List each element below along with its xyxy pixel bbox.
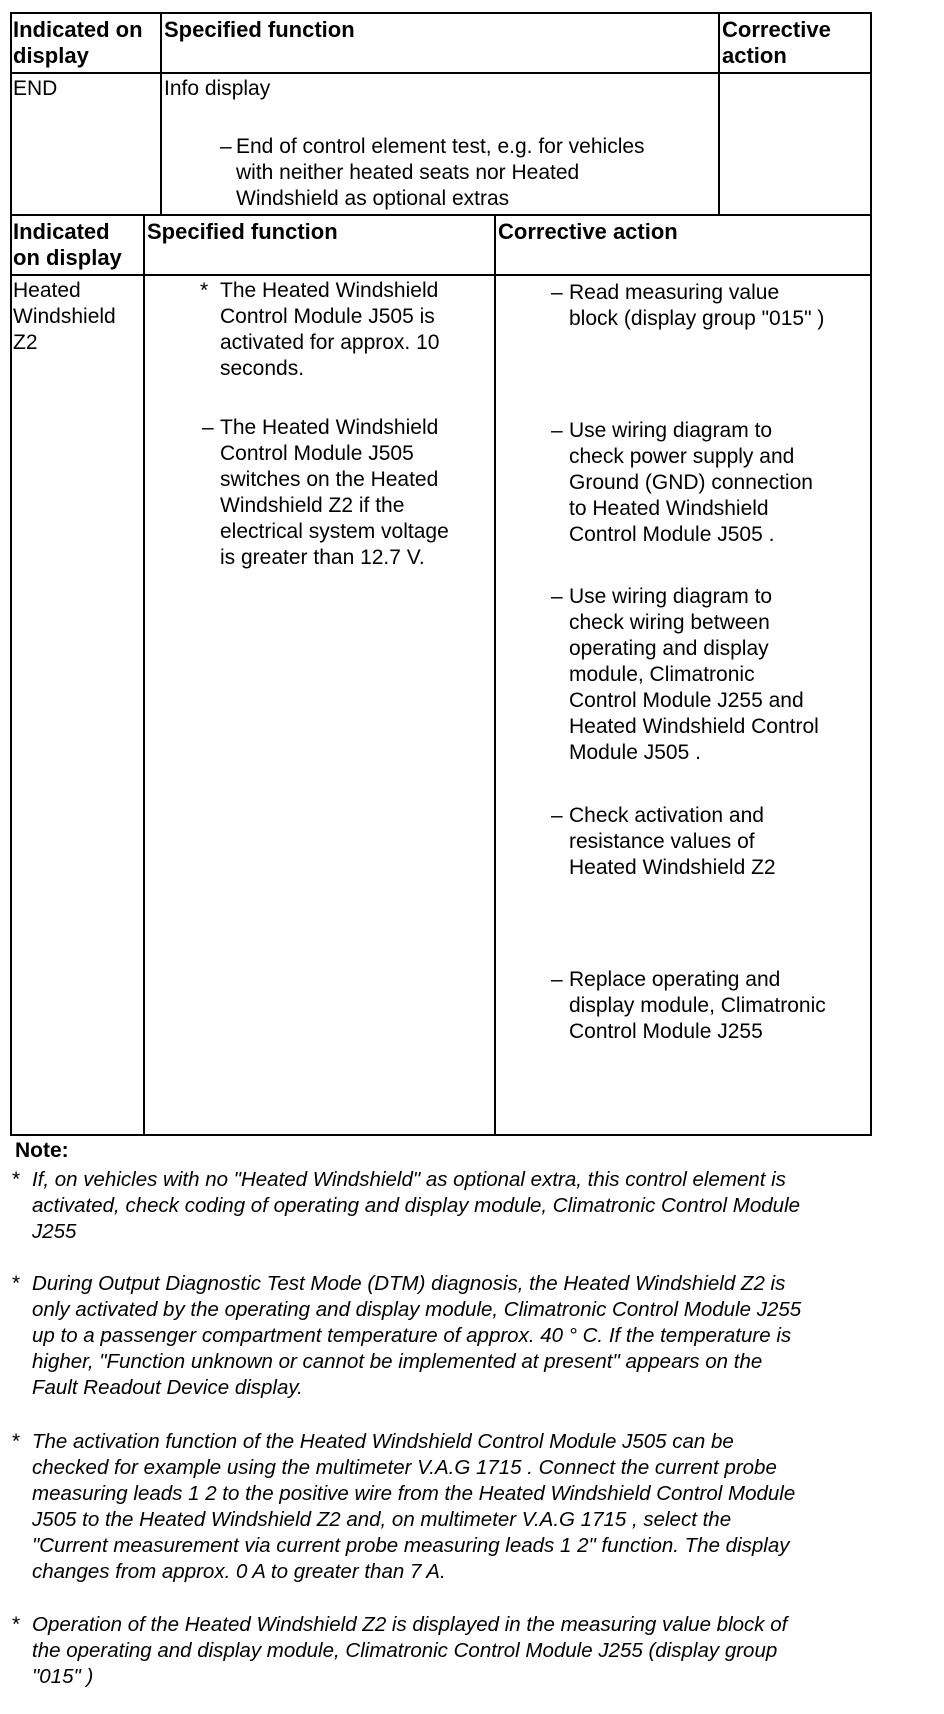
action-read-measuring-block: Read measuring value block (display group "015" ) (569, 281, 825, 330)
dash-bullet-icon: – (551, 585, 563, 608)
table1-col-divider-2 (718, 12, 720, 215)
table2-col-divider-1 (143, 214, 145, 1136)
table2-header-function: Specified function (147, 219, 338, 244)
table2-header-indicated: Indicated on display (13, 219, 122, 270)
action-replace-module: Replace operating and display module, Climatronic Control Module J255 (569, 968, 826, 1043)
action-check-wiring: Use wiring diagram to check wiring between operating and display module, Climatronic Control Module J255 and Heated Windshield Control Module J505 . (569, 585, 819, 764)
asterisk-bullet-icon: * (12, 1430, 21, 1453)
dash-bullet-icon: – (551, 419, 563, 442)
asterisk-bullet-icon: * (12, 1272, 21, 1295)
note-item-dtm: During Output Diagnostic Test Mode (DTM) diagnosis, the Heated Windshield Z2 is only activated by the operating and display module, Climatronic Control Module J255 up to a passenger compartment temperature of approx. 40 ° C. If the temperature is higher, "Function unknown or cannot be implemented at present" appears on the Fault Readout Device display. (32, 1272, 802, 1399)
table2-border-left (10, 214, 12, 1136)
dash-bullet-icon: – (551, 281, 563, 304)
table2-header-divider (10, 274, 872, 276)
table1-header-divider (10, 72, 872, 74)
asterisk-bullet-icon: * (12, 1613, 21, 1636)
table1-cell-function-item: End of control element test, e.g. for vehicles with neither heated seats nor Heated Windshield as optional extras (236, 135, 645, 210)
table2-border-bottom (10, 1134, 872, 1136)
note-title: Note: (15, 1139, 69, 1162)
dash-bullet-icon: – (551, 968, 563, 991)
dash-bullet-icon: – (551, 804, 563, 827)
table2-header-corrective: Corrective action (498, 219, 678, 244)
table2-border-right (870, 214, 872, 1136)
note-item-coding: If, on vehicles with no "Heated Windshield" as optional extra, this control element is activated, check coding of operating and display module, Climatronic Control Module J255 (32, 1168, 801, 1243)
note-item-measuring-block: Operation of the Heated Windshield Z2 is displayed in the measuring value block of the operating and display module, Climatronic Control Module J255 (display group "015" ) (32, 1613, 788, 1688)
table1-border-top (10, 12, 872, 14)
table1-border-left (10, 12, 12, 215)
table1-header-corrective: Corrective action (722, 17, 831, 68)
table2-border-top (10, 214, 872, 216)
table2-cell-display: Heated Windshield Z2 (13, 279, 116, 354)
table1-cell-display: END (13, 77, 58, 100)
asterisk-bullet-icon: * (200, 279, 209, 302)
table1-header-function: Specified function (164, 17, 355, 42)
dash-bullet-icon: – (220, 135, 232, 158)
asterisk-bullet-icon: * (12, 1168, 21, 1191)
table1-col-divider-1 (160, 12, 162, 215)
table2-col-divider-2 (494, 214, 496, 1136)
dash-bullet-icon: – (202, 416, 214, 439)
table1-header-indicated: Indicated on display (13, 17, 143, 68)
table1-cell-function-title: Info display (164, 77, 271, 100)
action-check-power-supply: Use wiring diagram to check power supply and Ground (GND) connection to Heated Windshield Control Module J505 . (569, 419, 813, 546)
table1-border-right (870, 12, 872, 215)
function-item-switches-on: The Heated Windshield Control Module J505 switches on the Heated Windshield Z2 if the electrical system voltage is greater than 12.7 V. (220, 416, 449, 569)
function-item-activated: The Heated Windshield Control Module J505 is activated for approx. 10 seconds. (220, 279, 440, 380)
note-item-activation-check: The activation function of the Heated Windshield Control Module J505 can be checked for example using the multimeter V.A.G 1715 . Connect the current probe measuring leads 1 2 to the positive wire from the Heated Windshield Control Module J505 to the Heated Windshield Z2 and, on multimeter V.A.G 1715 , select the "Current measurement via current probe measuring leads 1 2" function. The display changes from approx. 0 A to greater than 7 A. (32, 1430, 796, 1583)
action-check-activation: Check activation and resistance values of Heated Windshield Z2 (569, 804, 776, 879)
